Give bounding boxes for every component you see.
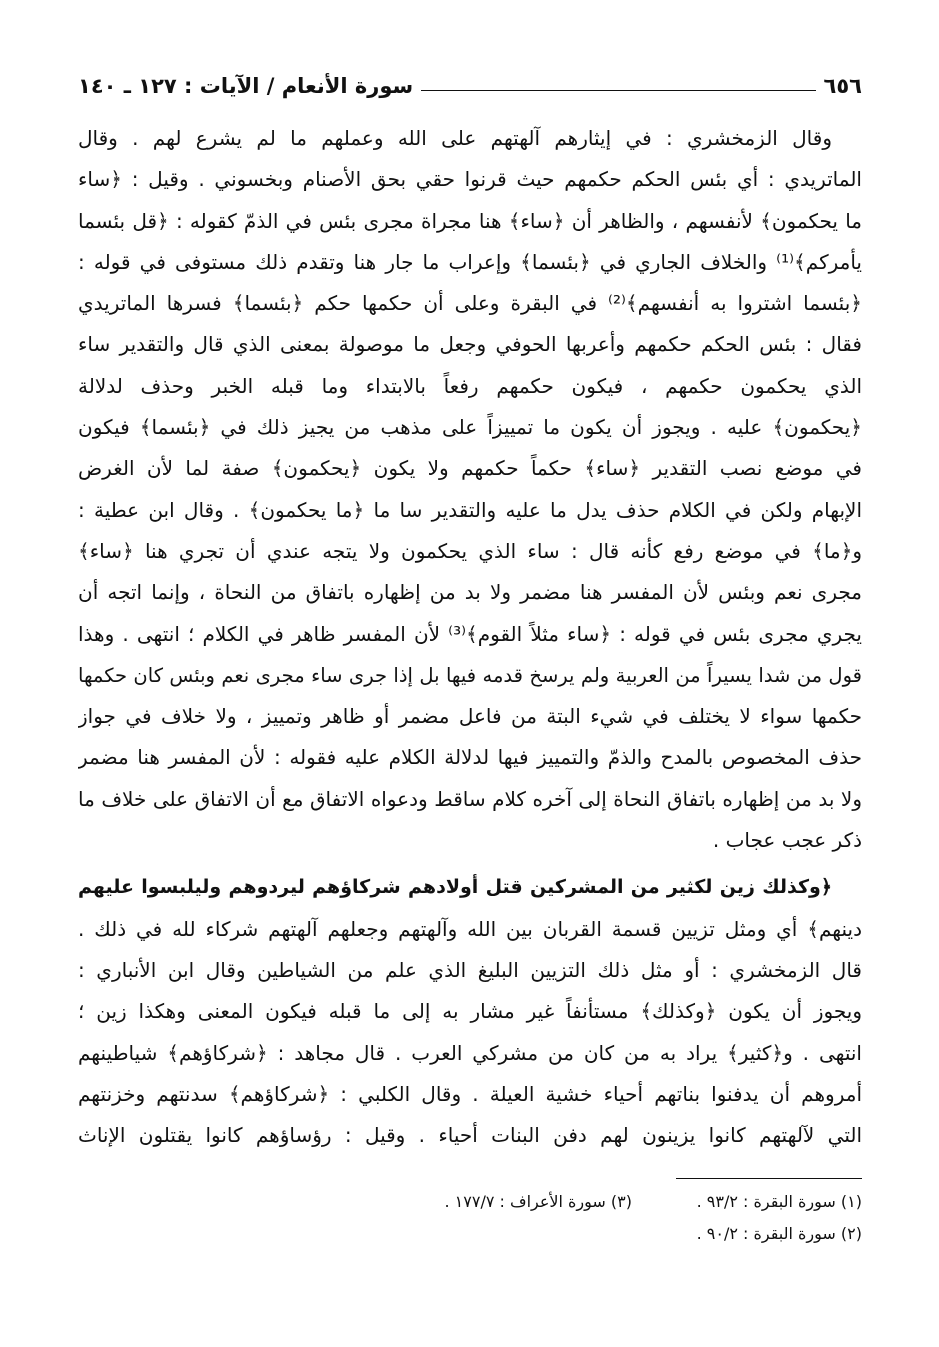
footnote-rule [676, 1178, 862, 1179]
text-line: ولا بد من إظهاره باتفاق النحاة إلى آخره كلام ساقط ودعواه الاتفاق مع أن الاتفاق على خلاف ما [78, 786, 862, 811]
page-header [78, 70, 862, 102]
footnote-2: (٢) سورة البقرة : ٩٠/٢ . [696, 1224, 862, 1243]
text-line: مجرى نعم وبئس لأن المفسر هنا مضمر ولا بد من إظهاره باتفاق من النحاة ، وإنما اتجه أن [78, 580, 862, 605]
footnote-1: (١) سورة البقرة : ٩٣/٢ . [696, 1192, 862, 1211]
page-number: ٦٥٦ [823, 74, 862, 98]
footnote-3: (٣) سورة الأعراف : ١٧٧/٧ . [444, 1192, 632, 1211]
text-line: حكمها سواء لا يختلف في شيء البتة من فاعل مضمر أو ظاهر وتمييز ، ولا خلاف في جواز [78, 704, 862, 729]
text-line: قول من شدا يسيراً من العربية ولم يرسخ قدمه فيها بل إذا جرى ساء مجرى نعم وبئس كان حكمها [78, 663, 862, 687]
main-text [78, 118, 862, 1156]
text-line: ﴿يحكمون﴾ عليه . ويجوز أن يكون ما تمييزاً على مذهب من يجيز ذلك في ﴿بئسما﴾ فيكون [78, 415, 862, 440]
footnotes [78, 1186, 862, 1250]
text-line: ويجوز أن يكون ﴿وكذلك﴾ مستأنفاً غير مشار به إلى ما قبله فيكون المعنى وهكذا زين ؛ [78, 999, 862, 1024]
text-line: الذي يحكمون حكمهم ، فيكون حكمهم رفعاً بالابتداء وما قبله الخبر وحذف لدلالة [78, 373, 862, 398]
text-line: قال الزمخشري : أو مثل ذلك التزيين البليغ الذي علم من الشياطين وقال ابن الأنباري : [78, 957, 862, 982]
footnote-row [78, 1218, 862, 1250]
header-rule [421, 90, 815, 91]
text-line: وقال الزمخشري : في إيثارهم آلهتهم على الله وعملهم ما لم يشرع لهم . وقال [78, 126, 832, 150]
text-line: يجري مجرى بئس في قوله : ﴿ساء مثلاً القوم﴾⁽³⁾ لأن المفسر ظاهر في الكلام ؛ انتهى . وهذا [78, 621, 862, 646]
text-line: يأمركم﴾⁽¹⁾ والخلاف الجاري في ﴿بئسما﴾ وإعراب ما جار هنا وتقدم ذلك مستوفى في قوله : [78, 249, 862, 274]
text-line: الماتريدي : أي بئس الحكم حكمهم حيث قرنوا حقي بحق الأصنام وبخسوني . وقيل : ﴿ساء [78, 167, 862, 192]
verse-line: ﴿وكذلك زين لكثير من المشركين قتل أولادهم شركاؤهم ليردوهم وليلبسوا عليهم [78, 876, 832, 899]
text-line: فقال : بئس الحكم حكمهم وأعربها الحوفي وجعل ما موصولة بمعنى الذي قال والتقدير ساء [78, 332, 862, 357]
text-line: ﴿بئسما اشتروا به أنفسهم﴾⁽²⁾ في البقرة وعلى أن حكمها حكم ﴿بئسما﴾ فسرها الماتريدي [78, 291, 862, 316]
text-line: و﴿ما﴾ في موضع رفع كأنه قال : ساء الذي يحكمون ولا يتجه عندي أن تجري هنا ﴿ساء﴾ [78, 538, 862, 563]
text-line: ذكر عجب عجاب . [712, 828, 862, 853]
text-line: دينهم﴾ أي ومثل تزيين قسمة القربان بين الله وآلهتهم وجعلهم آلهتهم شركاء لله في ذلك . [78, 916, 862, 941]
text-line: انتهى . و﴿كثير﴾ يراد به من كان من مشركي العرب . قال مجاهد : ﴿شركاؤهم﴾ شياطينهم [78, 1040, 862, 1065]
text-line: حذف المخصوص بالمدح والذمّ والتمييز فيها لدلالة الكلام عليه فقوله : لأن المفسر هنا مضمر [78, 745, 862, 770]
text-line: الإبهام ولكن في الكلام حذف يدل ما عليه والتقدير سا ما ﴿ما يحكمون﴾ . وقال ابن عطية : [78, 497, 862, 522]
text-line: أمروهم أن يدفنوا بناتهم أحياء خشية العيلة . وقال الكلبي : ﴿شركاؤهم﴾ سدنتهم وخزنتهم [78, 1081, 862, 1106]
running-title: سورة الأنعام / الآيات : ١٢٧ ـ ١٤٠ [78, 74, 414, 98]
text-line: التي لآلهتهم كانوا يزينون لهم دفن البنات أحياء . وقيل : رؤساؤهم كانوا يقتلون الإناث [78, 1123, 862, 1148]
footnote-row [78, 1186, 862, 1218]
text-line: ما يحكمون﴾ لأنفسهم ، والظاهر أن ﴿ساء﴾ هنا مجراة مجرى بئس في الذمّ كقوله : ﴿قل بئسما [78, 208, 862, 233]
text-line: في موضع نصب التقدير ﴿ساء﴾ حكماً حكمهم ولا يكون ﴿يحكمون﴾ صفة لما لأن الغرض [78, 456, 862, 481]
